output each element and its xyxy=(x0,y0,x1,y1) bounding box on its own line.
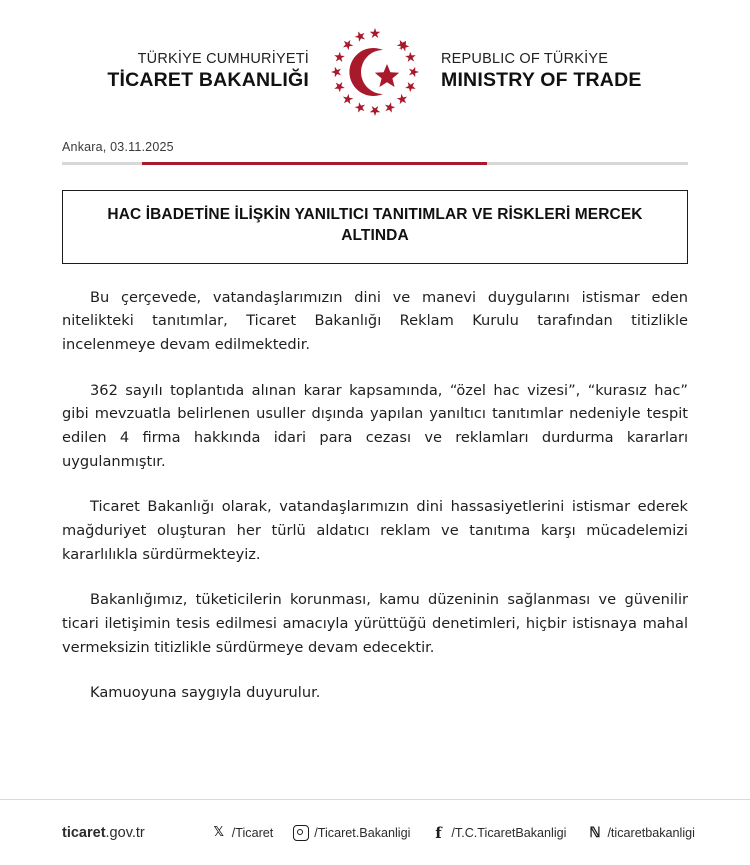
paragraph: 362 sayılı toplantıda alınan karar kapsamında, “özel hac vizesi”, “kurasız hac” gibi mevzuatla belirlenen usuller dışında yapılan yanıltıcı tanıtımlar nedeniyle tespit edilen 4 firma hakkında idari para cezası ve reklamları durdurma kararları uygulanmıştır. xyxy=(62,381,688,470)
dateline: Ankara, 03.11.2025 xyxy=(62,140,174,154)
social-link-instagram[interactable] xyxy=(293,825,410,841)
instagram-icon xyxy=(293,825,309,841)
paragraph: Kamuoyuna saygıyla duyurulur. xyxy=(90,684,321,702)
document-header xyxy=(0,0,750,132)
paragraph: Bakanlığımız, tüketicilerin korunması, kamu düzeninin sağlanması ve güvenilir ticari iletişimin tesis edilmesi amacıyla yürüttüğü denetimleri, hiçbir istisnaya mahal vermeksizin titizlikle sürdürmeye devam edecektir. xyxy=(62,591,688,656)
social-handle-news: /ticaretbakanligi xyxy=(607,825,695,840)
ministry-country-tr: TÜRKİYE CUMHURİYETİ xyxy=(137,50,309,67)
ministry-title-en: MINISTRY OF TRADE xyxy=(441,69,642,92)
website-address[interactable] xyxy=(62,825,145,841)
social-handle-x: /Ticaret xyxy=(231,825,274,840)
ministry-title-tr: TİCARET BAKANLIĞI xyxy=(107,69,309,92)
social-link-facebook[interactable] xyxy=(430,825,566,841)
turkish-state-emblem-icon xyxy=(325,22,425,122)
x-twitter-icon: 𝕏 xyxy=(213,825,224,840)
social-handle-instagram: /Ticaret.Bakanligi xyxy=(314,825,411,840)
news-icon: ℕ xyxy=(589,824,600,840)
social-links xyxy=(211,825,695,841)
header-divider-accent xyxy=(142,162,487,165)
paragraph: Bu çerçevede, vatandaşlarımızın dini ve manevi duygularını istismar eden nitelikteki tanıtımlar, Ticaret Bakanlığı Reklam Kurulu tarafından titizlikle incelenmeye devam edilmektedir. xyxy=(62,288,688,354)
ministry-country-en: REPUBLIC OF TÜRKİYE xyxy=(441,50,609,67)
page-title: HAC İBADETİNE İLİŞKİN YANILTICI TANITIMLAR VE RİSKLERİ MERCEK ALTINDA xyxy=(107,206,643,244)
social-handle-facebook: /T.C.TicaretBakanligi xyxy=(451,825,567,840)
ministry-name-en xyxy=(441,51,671,93)
paragraph: Ticaret Bakanlığı olarak, vatandaşlarımızın dini hassasiyetlerini istismar ederek mağduriyet oluşturan her türlü aldatıcı reklam ve tanıtıma karşı mücadelemizi kararlılıkla sürdürmekteyiz. xyxy=(62,498,688,563)
social-link-news[interactable] xyxy=(586,825,695,841)
website-brand: ticaret xyxy=(62,824,106,841)
ministry-name-tr xyxy=(79,51,309,93)
headline-box xyxy=(62,190,688,264)
social-link-x[interactable] xyxy=(211,825,274,841)
facebook-icon: f xyxy=(435,823,442,842)
document-footer xyxy=(0,799,750,865)
body-text xyxy=(62,286,688,705)
website-domain: .gov.tr xyxy=(105,824,145,841)
dateline-row xyxy=(0,140,750,168)
